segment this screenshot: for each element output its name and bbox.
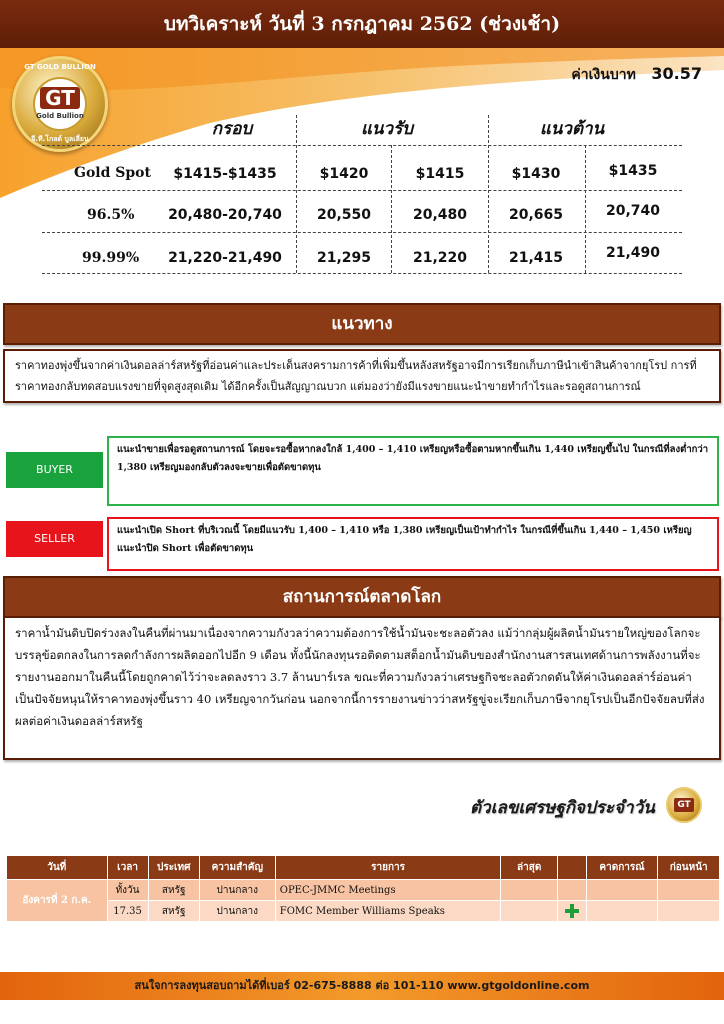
header-support: แนวรับ	[360, 119, 414, 139]
table-divider	[42, 232, 682, 233]
plus-icon	[565, 904, 579, 918]
gold-spot-range: $1415-$1435	[173, 166, 277, 182]
table-column-divider	[391, 145, 392, 273]
economic-calendar-title: ตัวเลขเศรษฐกิจประจำวัน	[470, 798, 655, 818]
page-title: บทวิเคราะห์ วันที่ 3 กรกฎาคม 2562 (ช่วงเช้า)	[0, 0, 724, 48]
g9999-resistance-2: 21,490	[605, 245, 661, 261]
col-event: รายการ	[275, 856, 501, 880]
row-country: สหรัฐ	[148, 901, 199, 922]
row-event: FOMC Member Williams Speaks	[275, 901, 501, 922]
g96-resistance-1: 20,665	[508, 207, 564, 223]
table-row	[7, 901, 720, 922]
col-date: วันที่	[7, 856, 108, 880]
seller-tag: SELLER	[6, 521, 103, 557]
row-date: อังคารที่ 2 ก.ค.	[7, 880, 108, 922]
seller-advice: แนะนำเปิด Short ที่บริเวณนี้ โดยมีแนวรับ 1,400 – 1,410 หรือ 1,380 เหรียญเป็นเป้าทำกำไร ในกรณีที่ขึ้นเกิน 1,440 – 1,450 เหรียญแนะนำปิด Short เพื่อตัดขาดทุน	[107, 517, 719, 571]
header-resistance: แนวต้าน	[539, 119, 605, 139]
exchange-rate-value: 30.57	[651, 64, 702, 83]
contact-footer: สนใจการลงทุนสอบถามได้ที่เบอร์ 02-675-8888 ต่อ 101-110 www.gtgoldonline.com	[0, 972, 724, 1000]
company-logo	[12, 56, 108, 152]
outlook-text: ราคาทองพุ่งขึ้นจากค่าเงินดอลล่าร์สหรัฐที่อ่อนค่าและประเด็นสงครามการค้าที่เพิ่มขึ้นหลังสหรัฐอาจมีการเรียกเก็บภาษีนำเข้าสินค้าจากยุโรป การที่ราคาทองกลับทดสอบแรงขายที่จุดสูงสุดเดิม ได้อีกครั้งเป็นสัญญาณบวก แต่มองว่ายังมีแรงขายแนะนำขายทำกำไรและรอดูสถานการณ์	[3, 349, 721, 403]
row-actual	[501, 880, 557, 901]
gt-logo-icon	[666, 787, 702, 823]
g96-resistance-2: 20,740	[605, 203, 661, 219]
exchange-rate-label: ค่าเงินบาท	[571, 67, 636, 83]
row-previous	[658, 901, 720, 922]
g96-range: 20,480-20,740	[168, 207, 282, 223]
g96-support-1: 20,550	[316, 207, 372, 223]
table-divider	[42, 190, 682, 191]
g9999-support-2: 21,220	[412, 250, 468, 266]
gt-logo-initials: GT	[674, 798, 694, 812]
row-time: 17.35	[107, 901, 148, 922]
world-text: ราคาน้ำมันดิบปิดร่วงลงในคืนที่ผ่านมาเนื่องจากความกังวลว่าความต้องการใช้น้ำมันจะชะลอตัวลง แม้ว่ากลุ่มผู้ผลิตน้ำมันรายใหญ่ของโลกจะบรรลุข้อตกลงในการลดกำลังการผลิตออกไปอีก 9 เดือน ทั้งนี้นักลงทุนรอติดตามสต็อกน้ำมันดิบของสำนักงานสารสนเทศด้านการพลังงานที่จะรายงานออกมาในคืนนี้โดยถูกคาดไว้ว่าจะลดลงราว 3.7 ล้านบาร์เรล ขณะที่ความกังวลว่าเศรษฐกิจชะลอตัวกดดันให้ค่าเงินดอลล่าร์อ่อนค่าเป็นปัจจัยหนุนให้ราคาทองพุ่งขึ้นราว 40 เหรียญจากวันก่อน นอกจากนี้การรายงานข่าวว่าสหรัฐขู่จะเรียกเก็บภาษีจากยุโรปเป็นอีกปัจจัยลบที่ส่งผลต่อค่าเงินดอลล่าร์สหรัฐ	[3, 616, 721, 760]
table-row	[7, 880, 720, 901]
row-event: OPEC-JMMC Meetings	[275, 880, 501, 901]
row-label-9999: 99.99%	[82, 250, 140, 266]
col-actual: ล่าสุด	[501, 856, 557, 880]
gold-spot-resistance-1: $1430	[511, 166, 561, 182]
exchange-rate	[571, 64, 702, 86]
row-indicator	[557, 901, 586, 922]
col-forecast: คาดการณ์	[586, 856, 658, 880]
gold-spot-resistance-2: $1435	[608, 163, 658, 179]
row-time: ทั้งวัน	[107, 880, 148, 901]
outlook-header: แนวทาง	[3, 303, 721, 345]
table-column-divider	[488, 115, 489, 273]
logo-top-text: GT GOLD BULLION	[24, 63, 96, 71]
col-importance: ความสำคัญ	[199, 856, 275, 880]
gold-spot-support-1: $1420	[319, 166, 369, 182]
logo-emblem	[33, 77, 87, 131]
table-divider	[42, 273, 682, 274]
g9999-resistance-1: 21,415	[508, 250, 564, 266]
row-label-96: 96.5%	[87, 207, 135, 223]
table-divider	[42, 145, 682, 146]
g9999-range: 21,220-21,490	[168, 250, 282, 266]
row-label-gold-spot: Gold Spot	[74, 165, 151, 181]
row-importance: ปานกลาง	[199, 880, 275, 901]
row-importance: ปานกลาง	[199, 901, 275, 922]
world-header: สถานการณ์ตลาดโลก	[3, 576, 721, 618]
col-country: ประเทศ	[148, 856, 199, 880]
logo-initials: GT	[40, 87, 80, 109]
buyer-tag: BUYER	[6, 452, 103, 488]
logo-bottom-text: จี.ที.โกลด์ บูลเลี่ยน	[31, 135, 89, 143]
table-column-divider	[296, 115, 297, 273]
economic-calendar-table	[6, 855, 720, 922]
row-country: สหรัฐ	[148, 880, 199, 901]
g96-support-2: 20,480	[412, 207, 468, 223]
row-indicator	[557, 880, 586, 901]
col-indicator	[557, 856, 586, 880]
table-column-divider	[585, 145, 586, 273]
header-range: กรอบ	[211, 119, 253, 139]
buyer-advice: แนะนำขายเพื่อรอดูสถานการณ์ โดยจะรอซื้อหากลงใกล้ 1,400 – 1,410 เหรียญหรือซื้อตามหากขึ้นเกิน 1,440 เหรียญขึ้นไป ในกรณีที่ลงต่ำกว่า 1,380 เหรียญมองกลับตัวลงจะขายเพื่อตัดขาดทุน	[107, 436, 719, 506]
row-actual	[501, 901, 557, 922]
col-previous: ก่อนหน้า	[658, 856, 720, 880]
col-time: เวลา	[107, 856, 148, 880]
row-forecast	[586, 880, 658, 901]
gold-spot-support-2: $1415	[415, 166, 465, 182]
row-forecast	[586, 901, 658, 922]
logo-subtext: Gold Bullion	[36, 112, 84, 120]
row-previous	[658, 880, 720, 901]
g9999-support-1: 21,295	[316, 250, 372, 266]
